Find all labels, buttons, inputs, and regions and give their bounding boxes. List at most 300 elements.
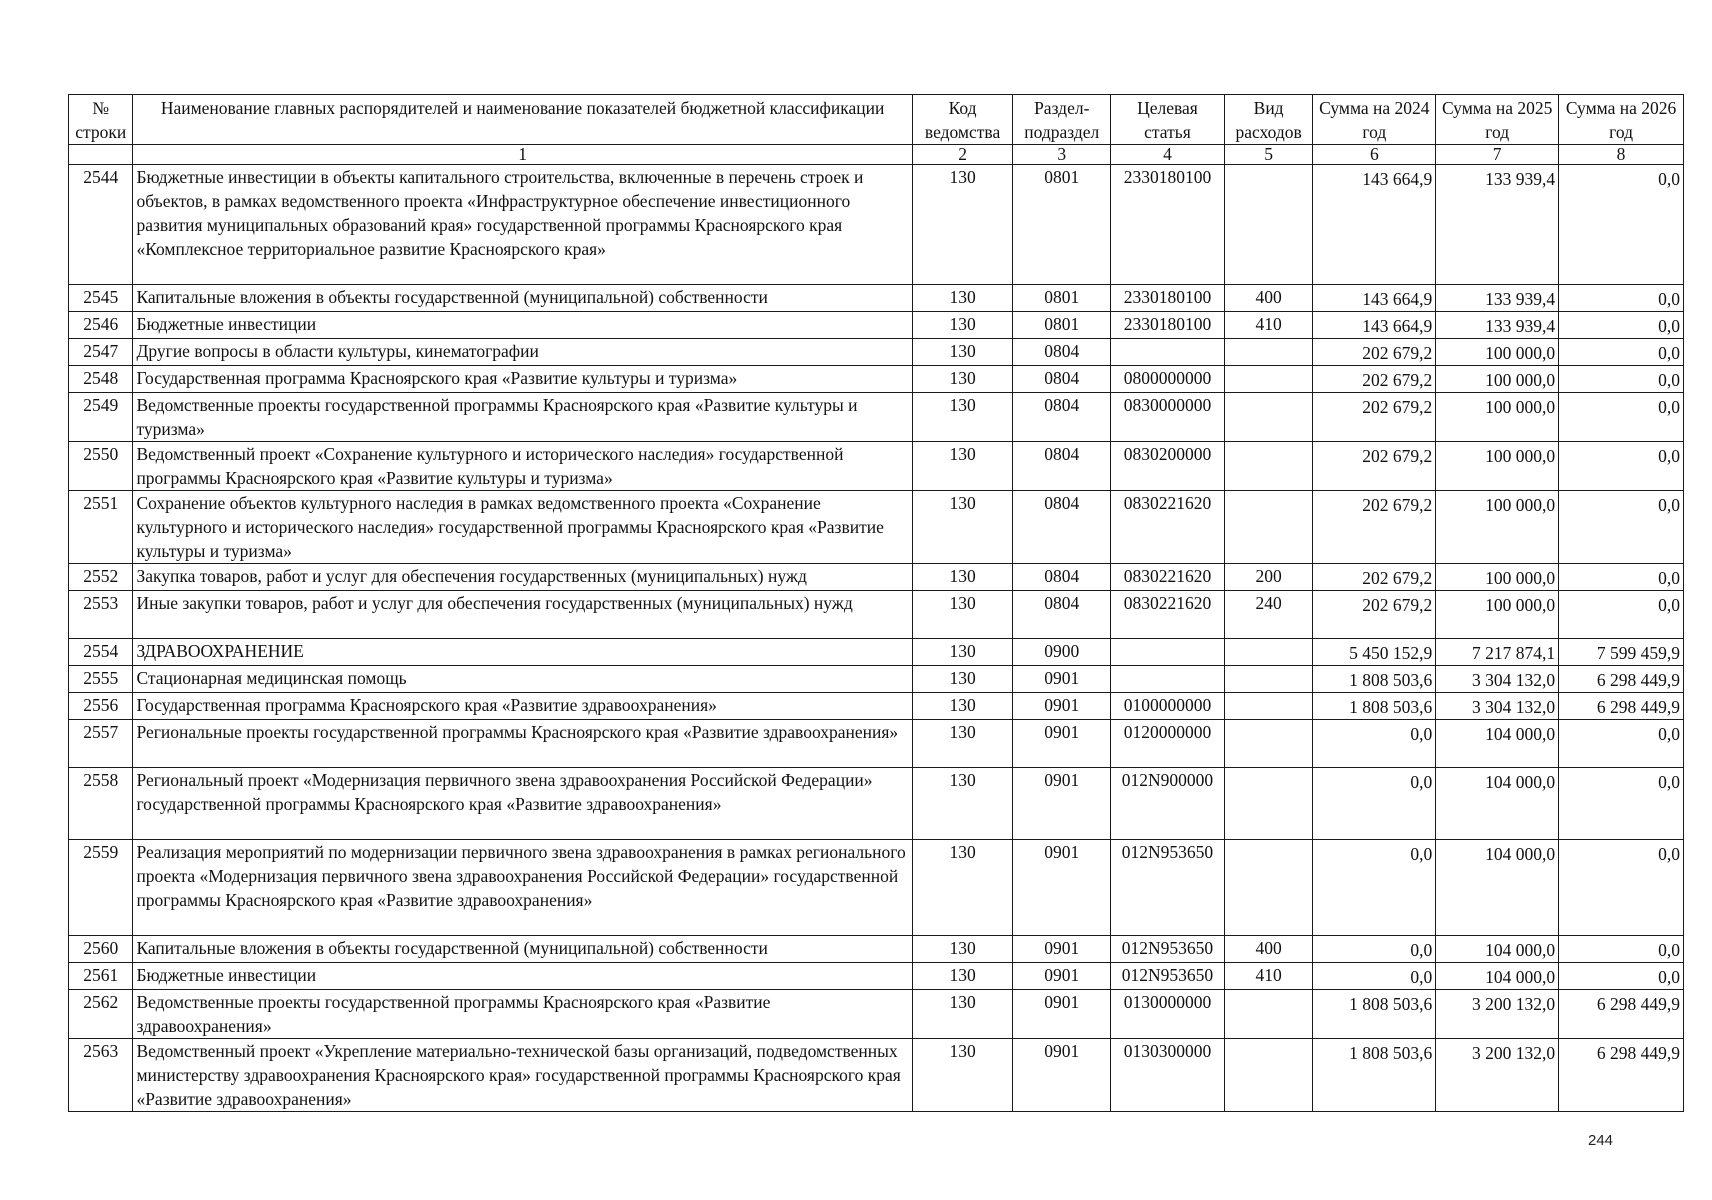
row-sum-2024: 0,0: [1410, 967, 1433, 987]
row-sum-2026: 0,0: [1658, 370, 1680, 390]
row-dept-code-cell: [912, 491, 1013, 564]
row-dept-code: 130: [949, 287, 976, 307]
header-sum-2025: Сумма на 2025 год: [1436, 95, 1559, 145]
row-number: 2545: [83, 287, 119, 307]
row-name: Капитальные вложения в объекты государственной (муниципальной) собственности: [136, 287, 768, 307]
row-section: 0901: [1044, 668, 1080, 688]
row-sum-2025: 3 200 132,0: [1471, 1043, 1556, 1063]
row-sum-2025: 3 304 132,0: [1471, 670, 1556, 690]
row-expense-type-cell: [1224, 639, 1313, 666]
row-section-cell: [1013, 1039, 1111, 1112]
row-sum-2025-cell: [1436, 165, 1559, 285]
row-expense-type-cell: [1224, 312, 1313, 339]
row-expense-type-cell: [1224, 442, 1313, 491]
row-target-item: 0100000000: [1123, 695, 1212, 715]
row-number-cell: [69, 393, 133, 442]
row-number: 2558: [83, 770, 119, 790]
row-number: 2550: [83, 444, 119, 464]
row-number-cell: [69, 936, 133, 963]
row-number: 2544: [83, 167, 119, 187]
row-dept-code-cell: [912, 768, 1013, 840]
row-section: 0804: [1044, 395, 1080, 415]
row-section: 0900: [1044, 641, 1080, 661]
row-dept-code-cell: [912, 963, 1013, 990]
row-section: 0901: [1044, 842, 1080, 862]
row-sum-2026-cell: [1559, 564, 1684, 591]
row-section: 0901: [1044, 770, 1080, 790]
row-name: Другие вопросы в области культуры, кинематографии: [136, 341, 539, 361]
row-number-cell: [69, 639, 133, 666]
column-number: [69, 145, 133, 165]
row-target-item-cell: [1111, 591, 1225, 639]
row-sum-2026: 6 298 449,9: [1596, 697, 1680, 717]
row-sum-2025: 100 000,0: [1485, 343, 1556, 363]
row-expense-type-cell: [1224, 564, 1313, 591]
table-row: [69, 936, 1684, 963]
row-section-cell: [1013, 990, 1111, 1039]
row-target-item-cell: [1111, 840, 1225, 936]
row-number-cell: [69, 366, 133, 393]
row-name: Ведомственные проекты государственной программы Красноярского края «Развитие культуры и туризма»: [136, 395, 858, 439]
row-sum-2026-cell: [1559, 639, 1684, 666]
row-sum-2026-cell: [1559, 666, 1684, 693]
row-dept-code-cell: [912, 720, 1013, 768]
row-expense-type-cell: [1224, 491, 1313, 564]
row-name: Стационарная медицинская помощь: [136, 668, 407, 688]
row-number: 2551: [83, 493, 119, 513]
row-sum-2025: 104 000,0: [1485, 844, 1556, 864]
row-section-cell: [1013, 165, 1111, 285]
row-number: 2563: [83, 1041, 119, 1061]
row-sum-2026: 0,0: [1658, 495, 1680, 515]
row-sum-2026: 7 599 459,9: [1596, 643, 1680, 663]
row-sum-2024-cell: [1313, 963, 1436, 990]
row-sum-2024: 0,0: [1410, 940, 1433, 960]
row-sum-2025-cell: [1436, 639, 1559, 666]
row-sum-2024: 1 808 503,6: [1349, 670, 1433, 690]
row-number: 2560: [83, 938, 119, 958]
row-dept-code: 130: [949, 368, 976, 388]
row-section: 0804: [1044, 368, 1080, 388]
row-sum-2025: 133 939,4: [1485, 316, 1556, 336]
table-row: [69, 285, 1684, 312]
row-name: Сохранение объектов культурного наследия в рамках ведомственного проекта «Сохранение культурного и исторического наследия» государственной программы Красноярского края «Развитие культуры и туризма»: [136, 493, 884, 561]
row-expense-type-cell: [1224, 693, 1313, 720]
row-dept-code: 130: [949, 341, 976, 361]
row-dept-code-cell: [912, 312, 1013, 339]
row-section-cell: [1013, 285, 1111, 312]
row-dept-code: 130: [949, 668, 976, 688]
row-section-cell: [1013, 666, 1111, 693]
header-name: Наименование главных распорядителей и наименование показателей бюджетной классификации: [133, 95, 912, 145]
row-sum-2026-cell: [1559, 591, 1684, 639]
row-target-item-cell: [1111, 312, 1225, 339]
row-expense-type: 400: [1255, 938, 1282, 958]
table-row: [69, 666, 1684, 693]
row-target-item: 2330180100: [1123, 167, 1212, 187]
row-sum-2024: 202 679,2: [1362, 495, 1433, 515]
row-sum-2025-cell: [1436, 564, 1559, 591]
row-number: 2559: [83, 842, 119, 862]
row-name-cell: [133, 693, 912, 720]
row-number-cell: [69, 666, 133, 693]
row-sum-2026-cell: [1559, 165, 1684, 285]
row-sum-2024-cell: [1313, 1039, 1436, 1112]
row-sum-2026-cell: [1559, 768, 1684, 840]
row-target-item: 0120000000: [1123, 722, 1212, 742]
row-target-item-cell: [1111, 393, 1225, 442]
row-name-cell: [133, 491, 912, 564]
row-sum-2025-cell: [1436, 693, 1559, 720]
row-sum-2025: 7 217 874,1: [1471, 643, 1556, 663]
row-sum-2024-cell: [1313, 285, 1436, 312]
row-section: 0901: [1044, 722, 1080, 742]
row-sum-2025-cell: [1436, 591, 1559, 639]
row-section-cell: [1013, 768, 1111, 840]
row-expense-type-cell: [1224, 165, 1313, 285]
row-section: 0901: [1044, 695, 1080, 715]
row-sum-2024-cell: [1313, 990, 1436, 1039]
row-section: 0804: [1044, 566, 1080, 586]
row-name-cell: [133, 442, 912, 491]
row-number: 2547: [83, 341, 119, 361]
row-expense-type-cell: [1224, 990, 1313, 1039]
row-section: 0804: [1044, 444, 1080, 464]
row-section: 0801: [1044, 167, 1080, 187]
row-target-item-cell: [1111, 693, 1225, 720]
row-target-item-cell: [1111, 491, 1225, 564]
row-expense-type-cell: [1224, 768, 1313, 840]
row-expense-type-cell: [1224, 366, 1313, 393]
row-name: Ведомственные проекты государственной программы Красноярского края «Развитие здравоохранения»: [136, 992, 771, 1036]
row-target-item-cell: [1111, 639, 1225, 666]
row-number-cell: [69, 312, 133, 339]
row-dept-code-cell: [912, 366, 1013, 393]
row-section: 0804: [1044, 593, 1080, 613]
row-target-item-cell: [1111, 366, 1225, 393]
row-sum-2025-cell: [1436, 339, 1559, 366]
row-section-cell: [1013, 639, 1111, 666]
row-sum-2026-cell: [1559, 312, 1684, 339]
row-dept-code-cell: [912, 564, 1013, 591]
row-sum-2024-cell: [1313, 666, 1436, 693]
row-sum-2024-cell: [1313, 639, 1436, 666]
row-sum-2024-cell: [1313, 393, 1436, 442]
row-sum-2025-cell: [1436, 768, 1559, 840]
row-sum-2024-cell: [1313, 491, 1436, 564]
row-target-item-cell: [1111, 285, 1225, 312]
row-dept-code: 130: [949, 395, 976, 415]
row-section-cell: [1013, 393, 1111, 442]
row-sum-2025: 3 200 132,0: [1471, 994, 1556, 1014]
row-expense-type: 400: [1255, 287, 1282, 307]
row-sum-2026: 0,0: [1658, 940, 1680, 960]
row-sum-2024: 143 664,9: [1362, 169, 1433, 189]
row-name: Бюджетные инвестиции: [136, 965, 317, 985]
row-expense-type: 410: [1255, 965, 1282, 985]
row-target-item-cell: [1111, 720, 1225, 768]
row-target-item-cell: [1111, 339, 1225, 366]
row-name-cell: [133, 840, 912, 936]
row-target-item: 0830200000: [1123, 444, 1212, 464]
row-name-cell: [133, 165, 912, 285]
row-section-cell: [1013, 366, 1111, 393]
row-sum-2024-cell: [1313, 840, 1436, 936]
row-dept-code-cell: [912, 639, 1013, 666]
row-dept-code: 130: [949, 695, 976, 715]
table-row: [69, 591, 1684, 639]
row-sum-2026-cell: [1559, 963, 1684, 990]
row-section: 0801: [1044, 314, 1080, 334]
header-sum-2026: Сумма на 2026 год: [1559, 95, 1684, 145]
row-sum-2025: 100 000,0: [1485, 495, 1556, 515]
row-sum-2024: 0,0: [1410, 844, 1433, 864]
row-section-cell: [1013, 720, 1111, 768]
row-sum-2025: 100 000,0: [1485, 568, 1556, 588]
row-sum-2025: 100 000,0: [1485, 446, 1556, 466]
row-name-cell: [133, 312, 912, 339]
row-number: 2555: [83, 668, 119, 688]
row-dept-code: 130: [949, 965, 976, 985]
row-number: 2548: [83, 368, 119, 388]
row-dept-code: 130: [949, 167, 976, 187]
column-number: 3: [1013, 145, 1111, 165]
row-name: ЗДРАВООХРАНЕНИЕ: [136, 641, 304, 661]
row-number-cell: [69, 840, 133, 936]
row-section-cell: [1013, 963, 1111, 990]
row-target-item: 0800000000: [1123, 368, 1212, 388]
table-row: [69, 165, 1684, 285]
row-sum-2026: 0,0: [1658, 397, 1680, 417]
row-section: 0901: [1044, 1041, 1080, 1061]
row-name: Ведомственный проект «Сохранение культурного и исторического наследия» государственной программы Красноярского края «Развитие культуры и туризма»: [136, 444, 844, 488]
table-row: [69, 963, 1684, 990]
row-name-cell: [133, 768, 912, 840]
column-number-row: [69, 145, 1684, 165]
row-section-cell: [1013, 564, 1111, 591]
row-expense-type-cell: [1224, 591, 1313, 639]
row-sum-2024: 1 808 503,6: [1349, 697, 1433, 717]
row-section-cell: [1013, 936, 1111, 963]
row-sum-2026: 0,0: [1658, 568, 1680, 588]
row-sum-2026-cell: [1559, 366, 1684, 393]
row-sum-2025-cell: [1436, 963, 1559, 990]
header-section: Раздел-подраздел: [1013, 95, 1111, 145]
row-sum-2025-cell: [1436, 840, 1559, 936]
row-target-item: 012N953650: [1121, 842, 1214, 862]
row-expense-type-cell: [1224, 666, 1313, 693]
row-dept-code: 130: [949, 1041, 976, 1061]
row-section-cell: [1013, 840, 1111, 936]
row-number: 2557: [83, 722, 119, 742]
row-expense-type: 200: [1255, 566, 1282, 586]
row-section-cell: [1013, 312, 1111, 339]
row-number-cell: [69, 1039, 133, 1112]
row-expense-type-cell: [1224, 963, 1313, 990]
row-name: Региональный проект «Модернизация первичного звена здравоохранения Российской Федерации» государственной программы Красноярского края «Развитие здравоохранения»: [136, 770, 873, 814]
row-sum-2025: 100 000,0: [1485, 595, 1556, 615]
row-dept-code-cell: [912, 1039, 1013, 1112]
table-row: [69, 339, 1684, 366]
row-name-cell: [133, 936, 912, 963]
row-section: 0804: [1044, 493, 1080, 513]
header-sum-2024: Сумма на 2024 год: [1313, 95, 1436, 145]
row-expense-type-cell: [1224, 840, 1313, 936]
row-name: Государственная программа Красноярского края «Развитие здравоохранения»: [136, 695, 717, 715]
row-name: Иные закупки товаров, работ и услуг для обеспечения государственных (муниципальных) нужд: [136, 593, 853, 613]
row-name-cell: [133, 720, 912, 768]
row-dept-code-cell: [912, 693, 1013, 720]
row-sum-2026-cell: [1559, 442, 1684, 491]
row-sum-2024-cell: [1313, 339, 1436, 366]
row-target-item-cell: [1111, 768, 1225, 840]
row-sum-2026: 0,0: [1658, 967, 1680, 987]
row-number-cell: [69, 963, 133, 990]
row-sum-2025: 104 000,0: [1485, 967, 1556, 987]
row-name-cell: [133, 1039, 912, 1112]
row-number-cell: [69, 720, 133, 768]
row-sum-2026-cell: [1559, 720, 1684, 768]
row-sum-2026-cell: [1559, 693, 1684, 720]
row-section: 0901: [1044, 938, 1080, 958]
row-section: 0901: [1044, 965, 1080, 985]
row-sum-2024: 5 450 152,9: [1349, 643, 1433, 663]
row-name: Ведомственный проект «Укрепление материально-технической базы организаций, подведомственных министерству здравоохранения Красноярского края» государственной программы Красноярского края «Развитие здравоохранения»: [136, 1041, 901, 1109]
row-name-cell: [133, 393, 912, 442]
table-row: [69, 564, 1684, 591]
row-sum-2024: 202 679,2: [1362, 568, 1433, 588]
row-name-cell: [133, 963, 912, 990]
row-dept-code: 130: [949, 493, 976, 513]
row-section-cell: [1013, 339, 1111, 366]
row-dept-code-cell: [912, 442, 1013, 491]
row-sum-2026: 0,0: [1658, 169, 1680, 189]
row-sum-2026: 6 298 449,9: [1596, 1043, 1680, 1063]
row-number-cell: [69, 693, 133, 720]
column-number: 4: [1111, 145, 1225, 165]
row-target-item-cell: [1111, 990, 1225, 1039]
row-target-item: 0830000000: [1123, 395, 1212, 415]
table-row: [69, 442, 1684, 491]
row-expense-type: 240: [1255, 593, 1282, 613]
row-name: Реализация мероприятий по модернизации первичного звена здравоохранения в рамках регионального проекта «Модернизация первичного звена здравоохранения Российской Федерации» государственной программы Красноярского края «Развитие здравоохранения»: [136, 842, 906, 910]
row-sum-2024: 202 679,2: [1362, 397, 1433, 417]
row-dept-code: 130: [949, 566, 976, 586]
row-section: 0801: [1044, 287, 1080, 307]
row-target-item: 0830221620: [1123, 593, 1212, 613]
row-number: 2561: [83, 965, 119, 985]
row-dept-code-cell: [912, 990, 1013, 1039]
page-number: 244: [1588, 1132, 1614, 1149]
row-dept-code: 130: [949, 938, 976, 958]
row-target-item: 012N900000: [1121, 770, 1214, 790]
row-name-cell: [133, 366, 912, 393]
row-name-cell: [133, 666, 912, 693]
row-number-cell: [69, 339, 133, 366]
column-number: 6: [1313, 145, 1436, 165]
row-number-cell: [69, 491, 133, 564]
row-name-cell: [133, 285, 912, 312]
row-name-cell: [133, 990, 912, 1039]
header-row-no: № строки: [69, 95, 133, 145]
column-number: 5: [1224, 145, 1313, 165]
table-row: [69, 393, 1684, 442]
row-sum-2024-cell: [1313, 768, 1436, 840]
row-dept-code-cell: [912, 840, 1013, 936]
row-sum-2026: 0,0: [1658, 289, 1680, 309]
row-sum-2026-cell: [1559, 491, 1684, 564]
row-sum-2026-cell: [1559, 936, 1684, 963]
row-target-item: 0830221620: [1123, 493, 1212, 513]
table-row: [69, 491, 1684, 564]
row-name: Закупка товаров, работ и услуг для обеспечения государственных (муниципальных) нужд: [136, 566, 807, 586]
table-row: [69, 768, 1684, 840]
row-number: 2556: [83, 695, 119, 715]
header-row: [69, 95, 1684, 145]
row-dept-code: 130: [949, 722, 976, 742]
row-sum-2024: 202 679,2: [1362, 370, 1433, 390]
row-name: Бюджетные инвестиции в объекты капитального строительства, включенные в перечень строек и объектов, в рамках ведомственного проекта «Инфраструктурное обеспечение инвестиционного развития муниципальных образований края» государственной программы Красноярского края «Комплексное территориальное развитие Красноярского края»: [136, 167, 864, 259]
row-target-item: 012N953650: [1121, 965, 1214, 985]
row-section-cell: [1013, 591, 1111, 639]
row-target-item: 0130300000: [1123, 1041, 1212, 1061]
row-number-cell: [69, 442, 133, 491]
row-dept-code: 130: [949, 444, 976, 464]
row-sum-2026: 0,0: [1658, 724, 1680, 744]
row-sum-2024: 143 664,9: [1362, 289, 1433, 309]
column-number: 7: [1436, 145, 1559, 165]
row-expense-type-cell: [1224, 1039, 1313, 1112]
row-dept-code: 130: [949, 593, 976, 613]
table-row: [69, 312, 1684, 339]
row-sum-2024: 202 679,2: [1362, 595, 1433, 615]
row-number: 2553: [83, 593, 119, 613]
row-dept-code-cell: [912, 936, 1013, 963]
row-sum-2026: 6 298 449,9: [1596, 670, 1680, 690]
row-sum-2024-cell: [1313, 720, 1436, 768]
table-row: [69, 720, 1684, 768]
row-sum-2024: 202 679,2: [1362, 446, 1433, 466]
row-target-item-cell: [1111, 564, 1225, 591]
row-sum-2025: 100 000,0: [1485, 370, 1556, 390]
row-dept-code: 130: [949, 641, 976, 661]
row-sum-2026-cell: [1559, 1039, 1684, 1112]
row-number-cell: [69, 591, 133, 639]
row-sum-2026: 0,0: [1658, 844, 1680, 864]
row-sum-2026: 0,0: [1658, 316, 1680, 336]
row-target-item-cell: [1111, 442, 1225, 491]
row-sum-2025-cell: [1436, 720, 1559, 768]
row-sum-2025: 104 000,0: [1485, 724, 1556, 744]
row-sum-2024-cell: [1313, 442, 1436, 491]
row-sum-2025-cell: [1436, 442, 1559, 491]
row-sum-2025: 133 939,4: [1485, 289, 1556, 309]
row-sum-2025-cell: [1436, 393, 1559, 442]
row-target-item: 2330180100: [1123, 287, 1212, 307]
header-target-item: Целевая статья: [1111, 95, 1225, 145]
row-sum-2024-cell: [1313, 366, 1436, 393]
row-target-item: 0830221620: [1123, 566, 1212, 586]
row-sum-2024-cell: [1313, 312, 1436, 339]
row-number: 2552: [83, 566, 119, 586]
row-target-item: 012N953650: [1121, 938, 1214, 958]
row-name: Бюджетные инвестиции: [136, 314, 317, 334]
row-sum-2024-cell: [1313, 564, 1436, 591]
row-dept-code-cell: [912, 393, 1013, 442]
row-expense-type-cell: [1224, 720, 1313, 768]
row-sum-2025: 104 000,0: [1485, 772, 1556, 792]
table-row: [69, 639, 1684, 666]
